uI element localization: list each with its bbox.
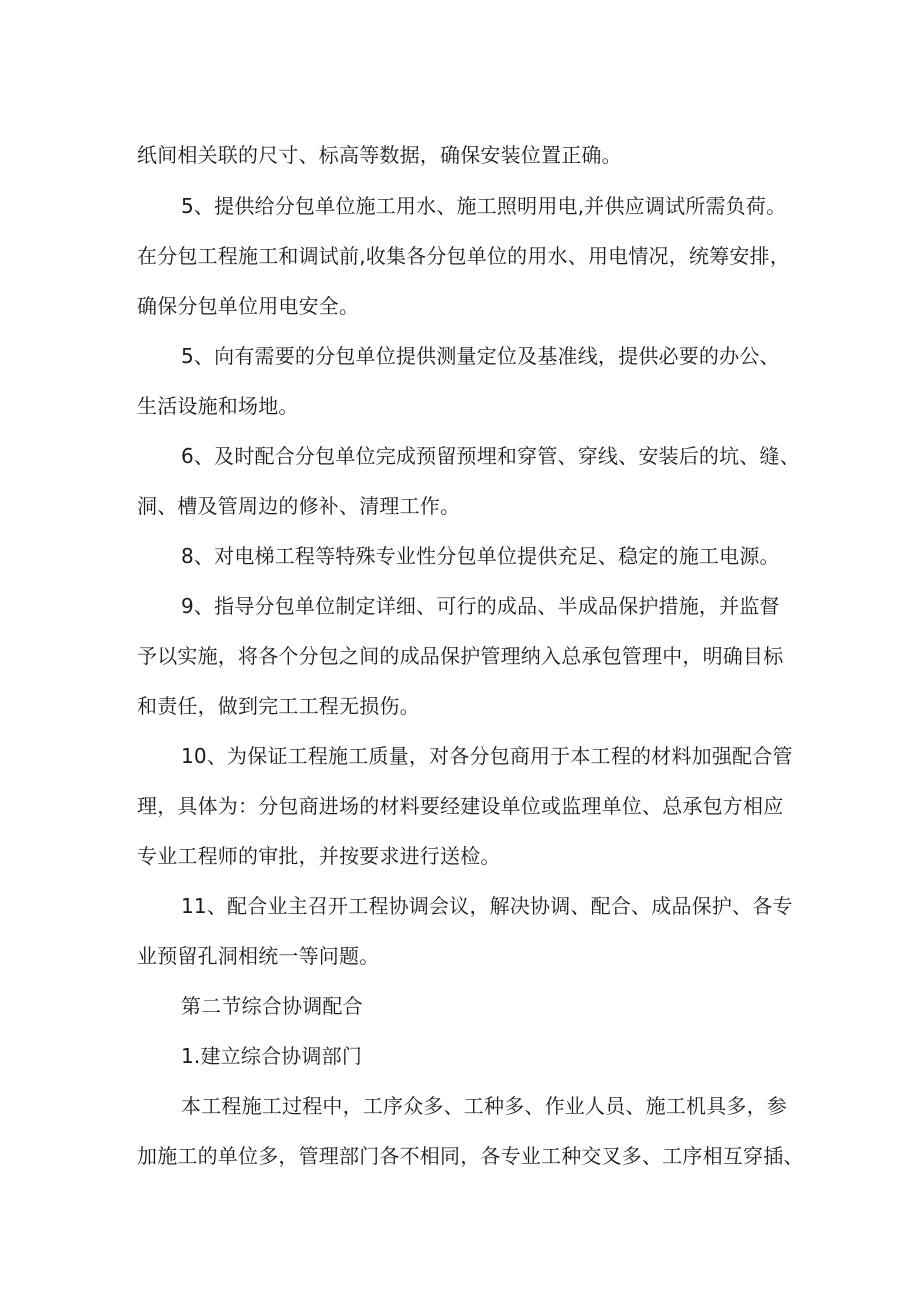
section-heading: 第二节综合协调配合	[181, 994, 363, 1018]
text-line-20: 本工程施工过程中，工序众多、工种多、作业人员、施工机具多，参	[181, 1094, 787, 1118]
subsection-heading: 1.建立综合协调部门	[181, 1044, 363, 1068]
text-line-17: 业预留孔洞相统一等问题。	[137, 944, 380, 968]
text-line-1: 纸间相关联的尺寸、标高等数据，确保安装位置正确。	[137, 143, 622, 167]
text-line-12: 和责任，做到完工工程无损伤。	[137, 694, 420, 718]
text-line-2: 5、提供给分包单位施工用水、施工照明用电,并供应调试所需负荷。	[181, 194, 787, 218]
text-line-5: 5、向有需要的分包单位提供测量定位及基准线，提供必要的办公、	[181, 344, 780, 368]
text-line-10: 9、指导分包单位制定详细、可行的成品、半成品保护措施，并监督	[181, 594, 780, 618]
text-line-9: 8、对电梯工程等特殊专业性分包单位提供充足、稳定的施工电源。	[181, 544, 780, 568]
text-line-4: 确保分包单位用电安全。	[137, 294, 360, 318]
text-line-15: 专业工程师的审批，并按要求进行送检。	[137, 844, 501, 868]
text-line-7: 6、及时配合分包单位完成预留预埋和穿管、穿线、安装后的坑、缝、	[181, 444, 800, 468]
text-line-21: 加施工的单位多，管理部门各不相同，各专业工种交叉多、工序相互穿插、	[137, 1144, 804, 1168]
text-line-8: 洞、槽及管周边的修补、清理工作。	[137, 494, 461, 518]
text-line-11: 予以实施，将各个分包之间的成品保护管理纳入总承包管理中，明确目标	[137, 644, 784, 668]
text-line-16: 11、配合业主召开工程协调会议，解决协调、配合、成品保护、各专	[181, 894, 793, 918]
text-line-3: 在分包工程施工和调试前,收集各分包单位的用水、用电情况，统筹安排，	[137, 244, 790, 268]
text-line-14: 理，具体为：分包商进场的材料要经建设单位或监理单位、总承包方相应	[137, 794, 784, 818]
text-line-13: 10、为保证工程施工质量，对各分包商用于本工程的材料加强配合管	[181, 744, 793, 768]
text-line-6: 生活设施和场地。	[137, 394, 299, 418]
